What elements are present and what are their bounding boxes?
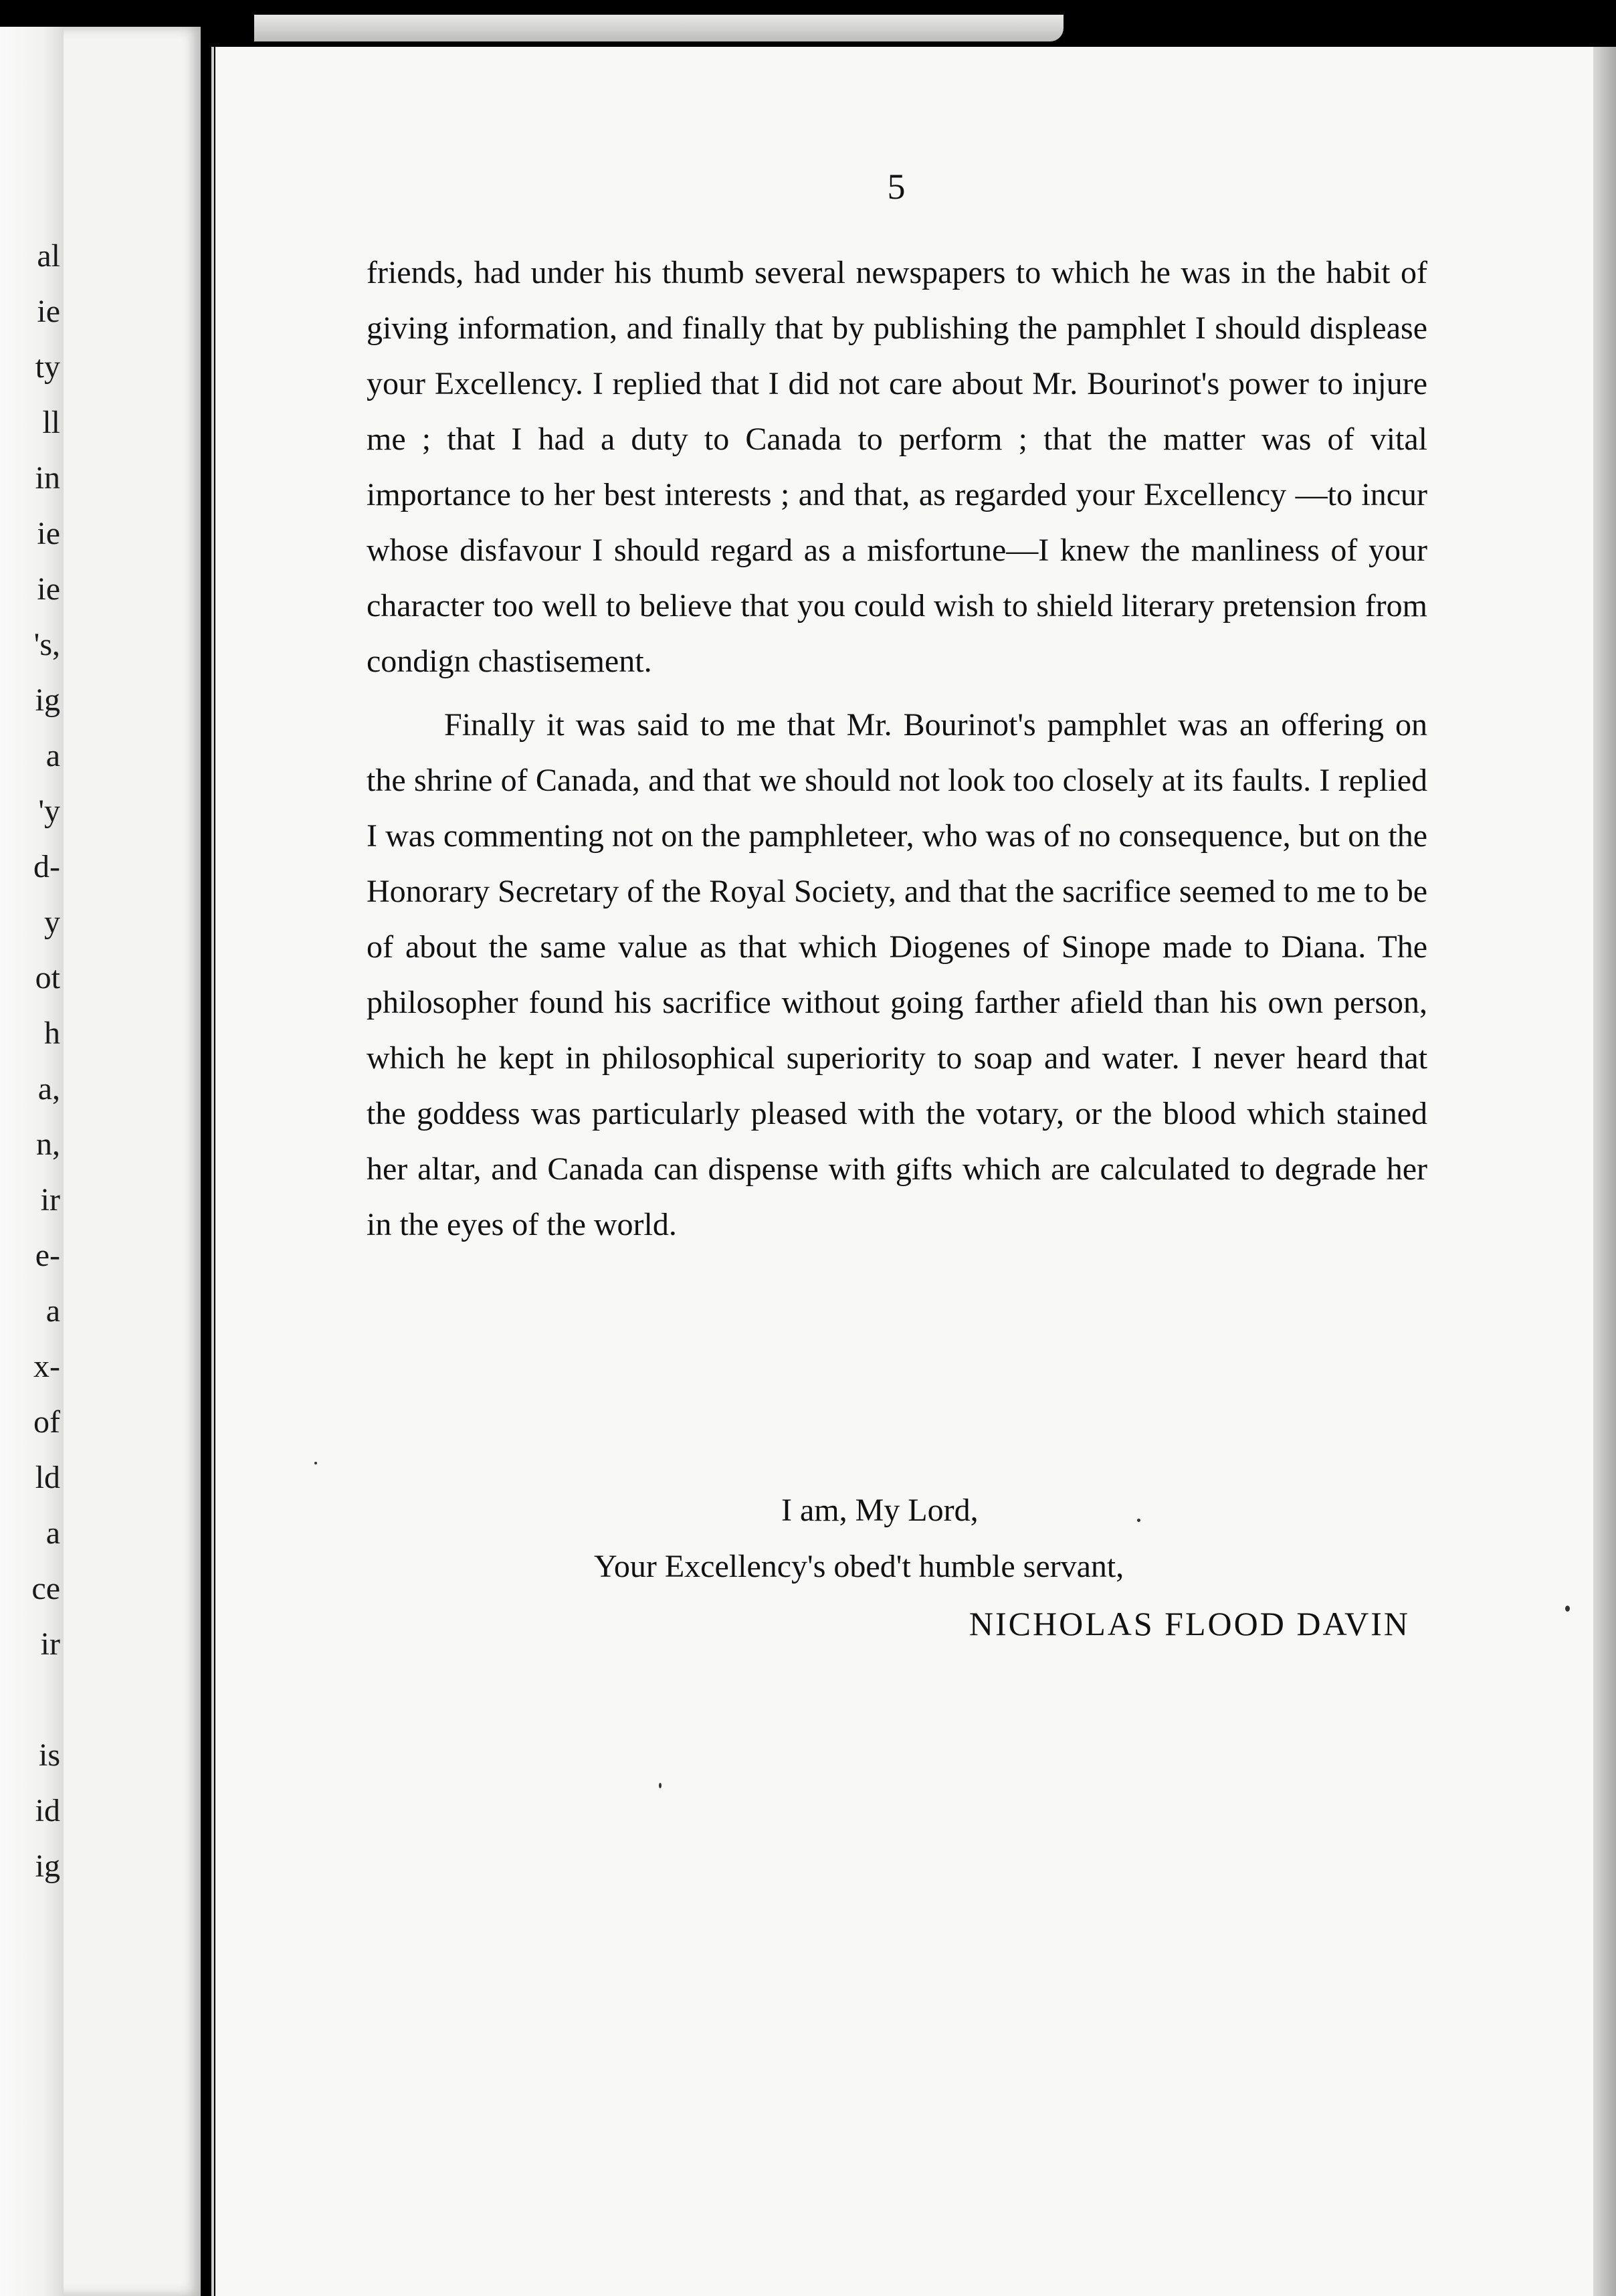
- closing-salutation: I am, My Lord,: [781, 1493, 979, 1528]
- left-page-fragment: of: [33, 1404, 60, 1440]
- dust-speck: [1565, 1606, 1570, 1612]
- left-page-fragment: is: [38, 1737, 60, 1773]
- left-page-fragment: ir: [40, 1182, 60, 1218]
- left-page-fragment: 's,: [33, 627, 60, 662]
- paragraph-continuation: friends, had under his thumb several newspapers to which he was in the habit of giving information, and finally that by publishing the pamphlet I should displease your Excellency. I replied that I did not care about Mr. Bourinot's power to injure me ; that I had a duty to Canada to perform ; that the matter was of vital importance to her best interests ; and that, as regarded your Excellency —to incur whose disfavour I should regard as a misfortune—I knew the manliness of your character too well to believe that you could wish to shield literary pretension from condign chastisement.: [367, 255, 1427, 679]
- left-page-fragment: ie: [37, 294, 60, 329]
- left-page-fragment: al: [37, 238, 60, 274]
- left-page-fragment: ir: [40, 1626, 60, 1662]
- left-page-fragment: in: [35, 460, 60, 496]
- right-page-edge: [1593, 47, 1616, 2296]
- page-top-shadow: [254, 15, 1064, 41]
- dust-speck: [314, 1462, 317, 1464]
- left-page-fragment: e-: [35, 1238, 60, 1273]
- left-page-fragment: h: [44, 1016, 60, 1051]
- book-gutter: [211, 47, 214, 2296]
- left-page-fragment: ie: [37, 516, 60, 551]
- dust-speck: [659, 1783, 662, 1788]
- dust-speck: [1137, 1519, 1140, 1522]
- left-page-fragment: y: [44, 904, 60, 940]
- left-page-fragment: ig: [35, 1848, 60, 1884]
- paragraph-finally: Finally it was said to me that Mr. Bourinot's pamphlet was an offering on the shrine of Canada, and that we should not look too closely at its faults. I replied I was commenting not on the pamphleteer, who was of no consequence, but on the Honorary Secretary of the Royal Society, and that the sacrifice seemed to me to be of about the same value as that which Diogenes of Sinope made to Diana. The philosopher found his sacrifice without going farther afield than his own person, which he kept in philosophical superiority to soap and water. I never heard that the goddess was particularly pleased with the votary, or the blood which stained her altar, and Canada can dispense with gifts which are calculated to degrade her in the eyes of the world.: [367, 707, 1427, 1242]
- letter-body: [367, 245, 1427, 1252]
- left-page-fragment: n,: [36, 1127, 60, 1162]
- left-page-fragment: ie: [37, 571, 60, 607]
- signature: NICHOLAS FLOOD DAVIN: [969, 1605, 1410, 1642]
- left-page-fragment: a: [45, 738, 60, 773]
- left-page-fragment: ty: [35, 349, 60, 385]
- left-page-fragment: ot: [35, 960, 60, 995]
- left-facing-page: [0, 27, 201, 2296]
- left-page-fragment: a,: [37, 1071, 60, 1107]
- left-page-fragment: id: [35, 1793, 60, 1828]
- left-page-edge: [0, 27, 64, 2296]
- left-page-fragment: ll: [42, 405, 60, 440]
- left-page-fragment: a: [45, 1293, 60, 1329]
- left-page-fragment: ce: [31, 1571, 60, 1606]
- left-page-fragment: ig: [35, 682, 60, 718]
- left-page-fragment: d-: [33, 849, 60, 884]
- left-page-fragment: 'y: [38, 793, 60, 829]
- page-number: 5: [887, 167, 906, 207]
- left-page-fragment: x-: [33, 1349, 60, 1384]
- left-page-fragment: ld: [35, 1460, 60, 1495]
- closing-servant-line: Your Excellency's obed't humble servant,: [594, 1549, 1124, 1584]
- left-page-fragment: a: [45, 1515, 60, 1551]
- scanner-top-border: [0, 0, 1616, 15]
